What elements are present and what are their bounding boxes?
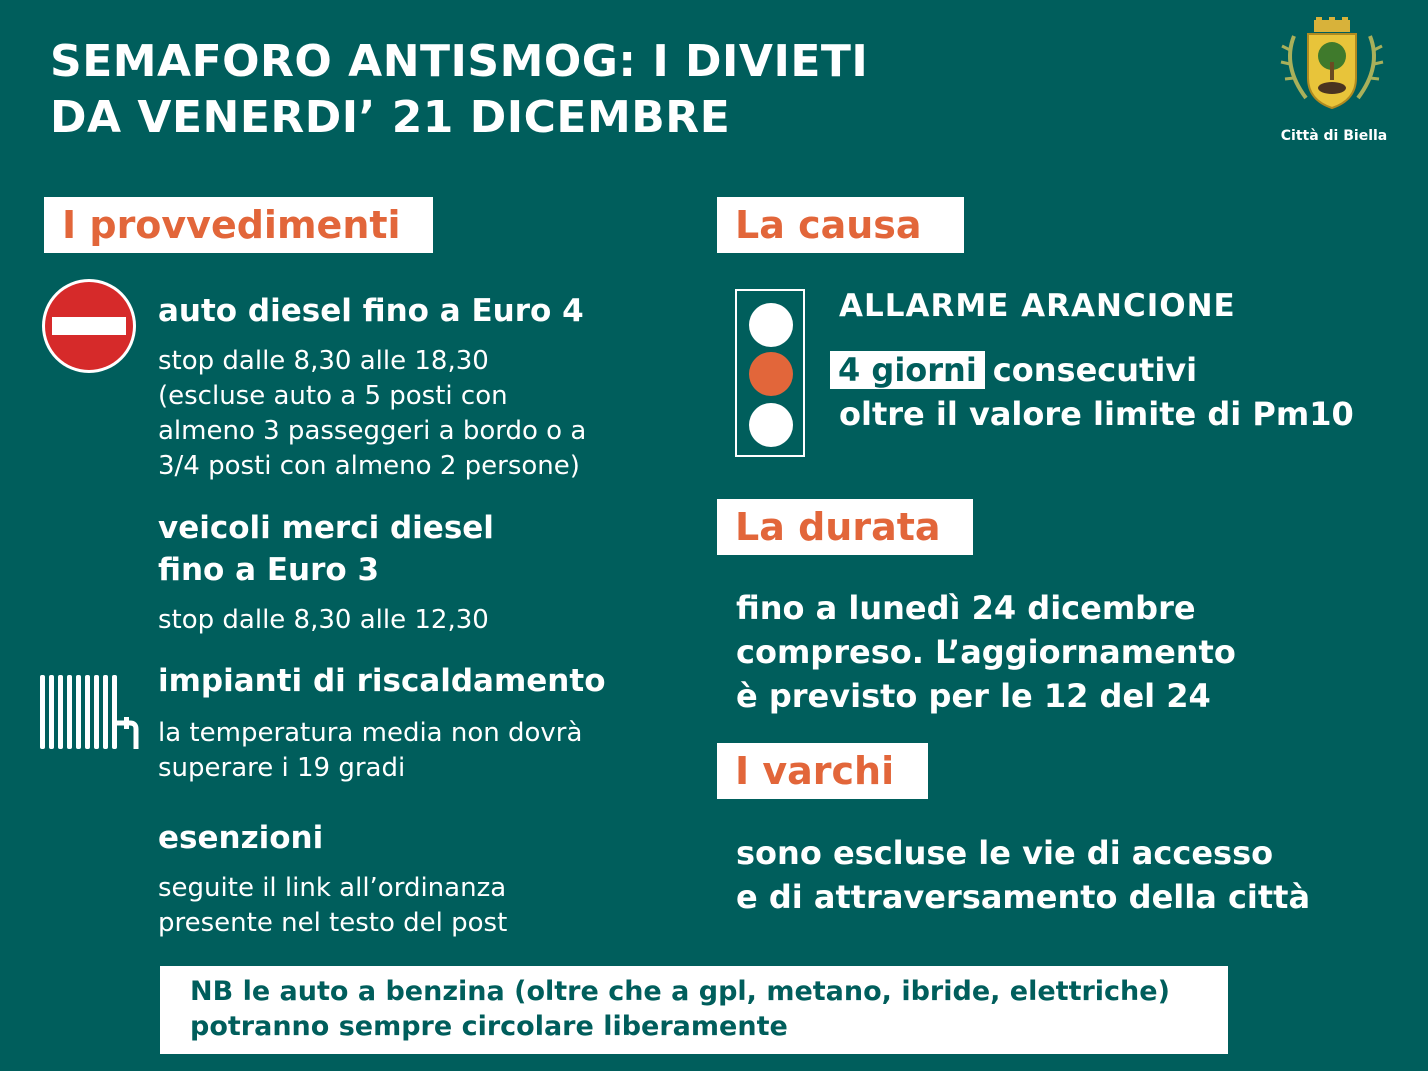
item-title-auto-diesel: auto diesel fino a Euro 4 [158,293,584,329]
traffic-light-top-icon [749,303,793,347]
city-name: Città di Biella [1280,128,1388,144]
title-line: veicoli merci diesel [158,510,494,546]
radiator-icon [40,673,144,753]
nb-line: potranno sempre circolare liberamente [190,1011,788,1042]
item-body-esenzioni [158,871,507,941]
varchi-text [736,831,1310,919]
item-body-auto-diesel [158,344,586,484]
causa-line-1 [830,348,1197,392]
title-line: fino a Euro 3 [158,552,380,588]
nb-note [160,966,1228,1054]
title-line-1: SEMAFORO ANTISMOG: I DIVIETI [50,36,869,87]
section-label-varchi: I varchi [717,743,928,799]
durata-line: è previsto per le 12 del 24 [736,677,1211,715]
body-line: presente nel testo del post [158,908,508,938]
durata-line: compreso. L’aggiornamento [736,633,1236,671]
nb-line: NB le auto a benzina (oltre che a gpl, metano, ibride, elettriche) [190,976,1170,1007]
body-line: stop dalle 8,30 alle 18,30 [158,346,489,376]
traffic-light-bottom-icon [749,403,793,447]
body-line: superare i 19 gradi [158,753,406,783]
city-crest-icon [1276,16,1388,116]
body-line: (escluse auto a 5 posti con [158,381,508,411]
item-title-riscaldamento: impianti di riscaldamento [158,663,606,699]
causa-line-1-rest: consecutivi [992,351,1198,389]
section-label-durata: La durata [717,499,973,555]
durata-text [736,586,1236,718]
no-entry-icon [40,277,138,375]
item-body-riscaldamento [158,716,582,786]
body-line: seguite il link all’ordinanza [158,873,507,903]
alert-level: ALLARME ARANCIONE [839,288,1236,324]
page-title [50,34,868,146]
item-title-esenzioni: esenzioni [158,820,324,856]
causa-line-2: oltre il valore limite di Pm10 [839,395,1354,433]
varchi-line: sono escluse le vie di accesso [736,834,1274,872]
title-line-2: DA VENERDI’ 21 DICEMBRE [50,92,731,143]
item-title-veicoli-merci [158,507,494,591]
body-line: almeno 3 passeggeri a bordo o a [158,416,587,446]
durata-line: fino a lunedì 24 dicembre [736,589,1196,627]
body-line: 3/4 posti con almeno 2 persone) [158,451,580,481]
varchi-line: e di attraversamento della città [736,878,1311,916]
traffic-light-orange-icon [749,352,793,396]
section-label-provvedimenti: I provvedimenti [44,197,433,253]
body-line: la temperatura media non dovrà [158,718,583,748]
section-label-causa: La causa [717,197,964,253]
body-line: stop dalle 8,30 alle 12,30 [158,605,489,635]
days-highlight: 4 giorni [830,351,985,389]
item-body-veicoli-merci [158,603,489,638]
traffic-light-icon [735,289,805,457]
